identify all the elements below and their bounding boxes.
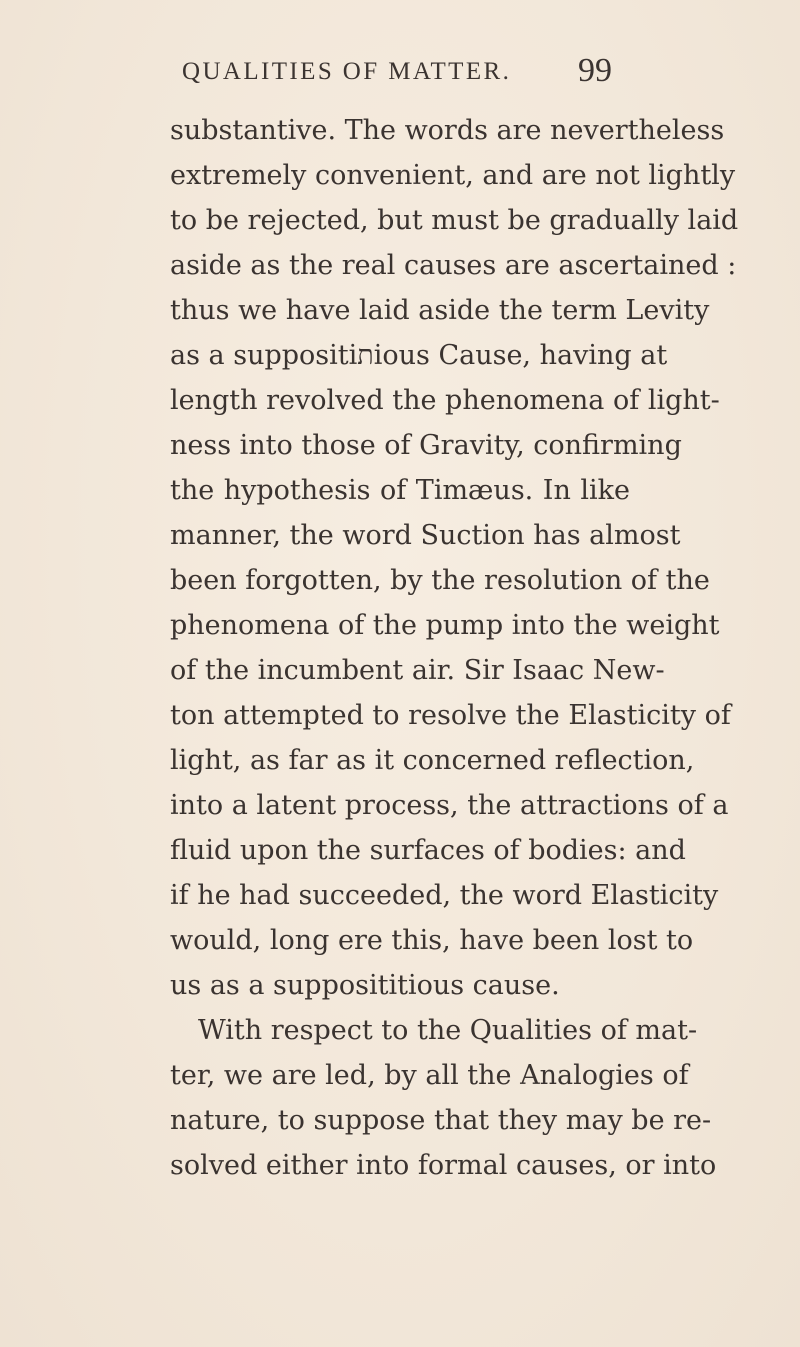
page-number: 99 bbox=[578, 52, 612, 89]
text-line: ness into those of Gravity, confirming bbox=[170, 430, 682, 461]
text-line: nature, to suppose that they may be re- bbox=[170, 1105, 712, 1136]
text-line: fluid upon the surfaces of bodies: and bbox=[170, 835, 686, 866]
paragraph-end-line: us as a supposititious cause. bbox=[170, 970, 560, 1001]
text-line: the hypothesis of Timæus. In like bbox=[170, 475, 630, 506]
text-line: extremely convenient, and are not lightly bbox=[170, 160, 736, 191]
body-text bbox=[170, 108, 739, 1188]
text-line: manner, the word Suction has almost bbox=[170, 520, 681, 551]
text-line: of the incumbent air. Sir Isaac New- bbox=[170, 655, 665, 686]
text-line: phenomena of the pump into the weight bbox=[170, 610, 720, 641]
text-line: substantive. The words are nevertheless bbox=[170, 115, 725, 146]
text-line: to be rejected, but must be gradually laid bbox=[170, 205, 739, 236]
text-line: been forgotten, by the resolution of the bbox=[170, 565, 710, 596]
text-line: if he had succeeded, the word Elasticity bbox=[170, 880, 719, 911]
text-line: ter, we are led, by all the Analogies of bbox=[170, 1060, 689, 1091]
text-line: thus we have laid aside the term Levity bbox=[170, 295, 710, 326]
text-line: into a latent process, the attractions of a bbox=[170, 790, 729, 821]
running-head bbox=[0, 48, 800, 98]
text-line: length revolved the phenomena of light- bbox=[170, 385, 720, 416]
text-line: aside as the real causes are ascertained : bbox=[170, 250, 737, 281]
text-line: light, as far as it concerned reflection, bbox=[170, 745, 695, 776]
text-line: as a suppositiתious Cause, having at bbox=[170, 340, 668, 371]
text-line: solved either into formal causes, or into bbox=[170, 1150, 717, 1181]
paragraph-start-line: With respect to the Qualities of mat- bbox=[198, 1015, 698, 1046]
text-line: would, long ere this, have been lost to bbox=[170, 925, 694, 956]
running-title: QUALITIES OF MATTER. bbox=[182, 58, 512, 85]
text-line: ton attempted to resolve the Elasticity of bbox=[170, 700, 731, 731]
